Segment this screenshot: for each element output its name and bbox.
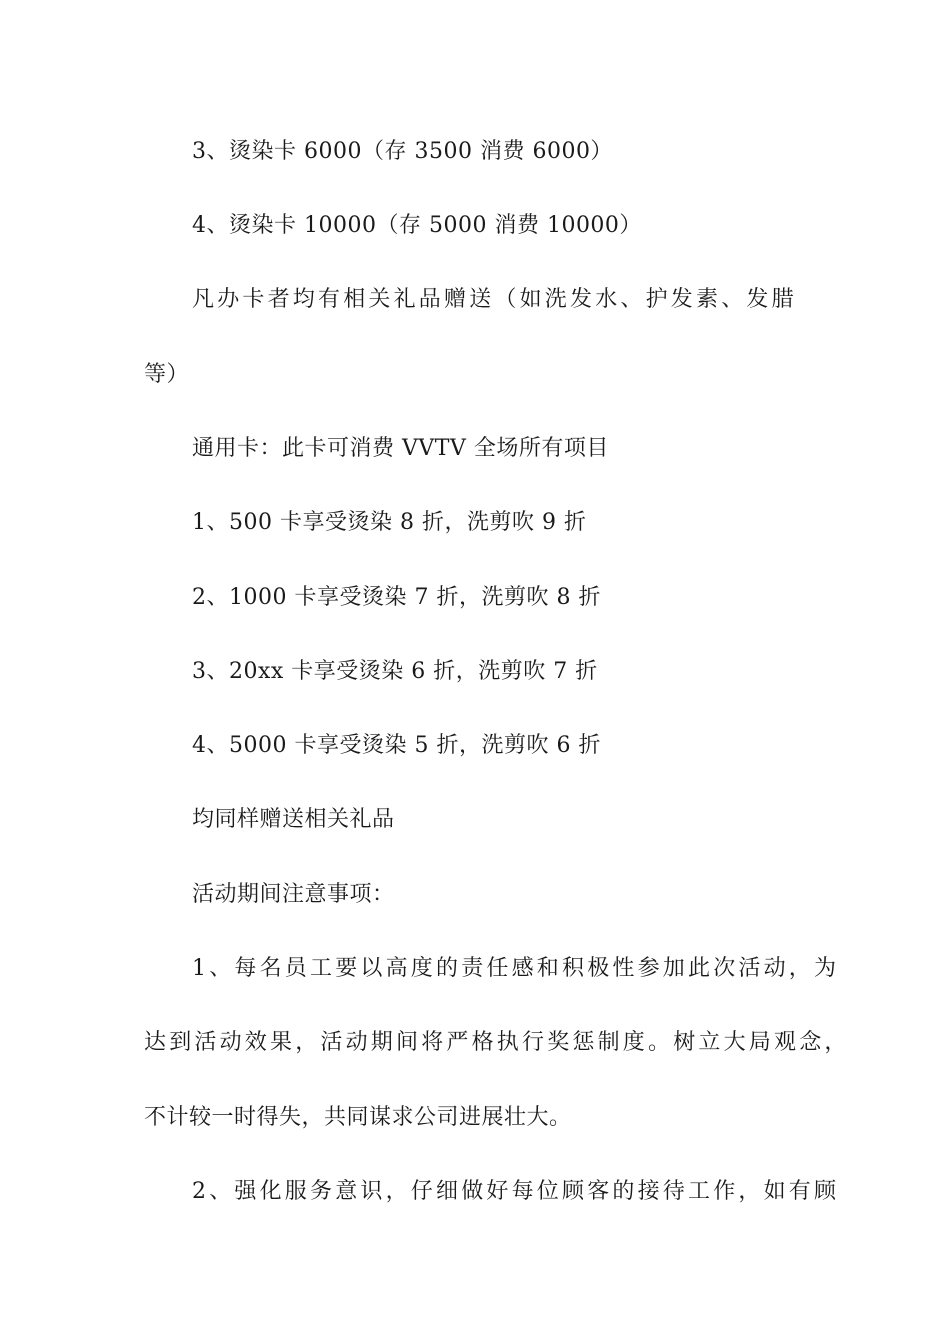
card-item-line: 3、烫染卡 6000（存 3500 消费 6000） [192, 139, 613, 164]
gift-note-line: 凡办卡者均有相关礼品赠送（如洗发水、护发素、发腊 [192, 287, 797, 312]
gift-note-continuation: 等） [144, 362, 190, 387]
card-item-line: 4、烫染卡 10000（存 5000 消费 10000） [192, 213, 642, 238]
gift-summary-line: 均同样赠送相关礼品 [192, 807, 395, 832]
note-paragraph-line: 1、每名员工要以高度的责任感和积极性参加此次活动，为 [192, 956, 840, 981]
note-paragraph-line: 不计较一时得失，共同谋求公司进展壮大。 [144, 1105, 572, 1130]
card-discount-line: 2、1000 卡享受烫染 7 折，洗剪吹 8 折 [192, 585, 601, 610]
note-paragraph-line: 达到活动效果，活动期间将严格执行奖惩制度。树立大局观念， [144, 1030, 850, 1055]
card-discount-line: 1、500 卡享受烫染 8 折，洗剪吹 9 折 [192, 510, 587, 535]
general-card-heading: 通用卡：此卡可消费 VVTV 全场所有项目 [192, 436, 609, 461]
note-paragraph-line: 2、强化服务意识，仔细做好每位顾客的接待工作，如有顾 [192, 1179, 840, 1204]
card-discount-line: 3、20xx 卡享受烫染 6 折，洗剪吹 7 折 [192, 659, 598, 684]
card-discount-line: 4、5000 卡享受烫染 5 折，洗剪吹 6 折 [192, 733, 601, 758]
notes-heading: 活动期间注意事项： [192, 882, 395, 907]
